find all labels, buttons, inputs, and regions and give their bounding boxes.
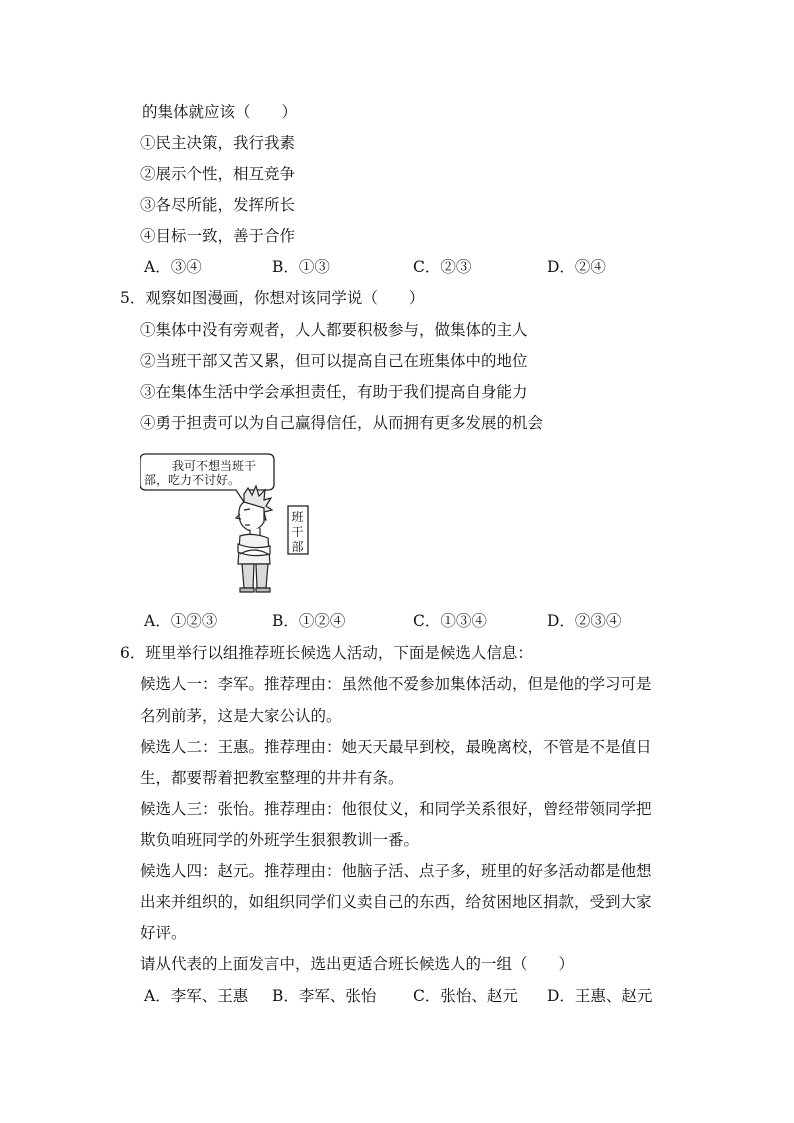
q6-line-6: 欺负咱班同学的外班学生狠狠教训一番。 [140, 831, 420, 849]
q4-item-4: ④目标一致，善于合作 [140, 227, 296, 245]
q5-item-1: ①集体中没有旁观者，人人都要积极参与，做集体的主人 [140, 321, 528, 339]
speech-line-1: 我可不想当班干 [172, 459, 257, 473]
q5-stem: 5．观察如图漫画，你想对该同学说（ ） [120, 289, 425, 307]
q6-line-8: 出来并组织的，如组织同学们义卖自己的东西，给贫困地区捐款，受到大家 [140, 893, 652, 911]
q6-option-c[interactable]: C．张怡、赵元 [413, 987, 518, 1005]
q6-option-a[interactable]: A．李军、王惠 [144, 987, 249, 1005]
q6-line-2: 名列前茅，这是大家公认的。 [140, 707, 342, 725]
sign-char-3: 部 [291, 540, 304, 554]
q6-line-1: 候选人一：李军。推荐理由：虽然他不爱参加集体活动，但是他的学习可是 [140, 675, 652, 693]
q6-stem: 6．班里举行以组推荐班长候选人活动，下面是候选人信息： [120, 644, 533, 662]
q5-option-d[interactable]: D．②③④ [547, 612, 622, 630]
q6-line-3: 候选人二：王惠。推荐理由：她天天最早到校，最晚离校，不管是不是值日 [140, 738, 652, 756]
q4-options [0, 257, 794, 277]
sign-char-1: 班 [291, 510, 304, 524]
q6-prompt: 请从代表的上面发言中，选出更适合班长候选人的一组（ ） [140, 955, 575, 973]
q5-option-a[interactable]: A．①②③ [144, 612, 218, 630]
q6-option-b[interactable]: B．李军、张怡 [272, 987, 377, 1005]
q5-option-c[interactable]: C．①③④ [413, 612, 487, 630]
q4-item-2: ②展示个性，相互竞争 [140, 165, 296, 183]
q4-option-a[interactable]: A．③④ [144, 258, 202, 276]
cartoon-illustration [140, 450, 320, 595]
q6-option-d[interactable]: D．王惠、赵元 [547, 987, 653, 1005]
q4-option-d[interactable]: D．②④ [547, 258, 606, 276]
sign-char-2: 干 [291, 525, 304, 539]
q6-line-5: 候选人三：张怡。推荐理由：他很仗义，和同学关系很好，曾经带领同学把 [140, 800, 652, 818]
q4-option-c[interactable]: C．②③ [413, 258, 472, 276]
speech-line-2: 部，吃力不讨好。 [144, 473, 241, 487]
q6-line-9: 好评。 [140, 924, 187, 942]
q6-options [0, 986, 794, 1006]
q5-item-3: ③在集体生活中学会承担责任，有助于我们提高自身能力 [140, 383, 528, 401]
q5-item-2: ②当班干部又苦又累，但可以提高自己在班集体中的地位 [140, 352, 528, 370]
q5-item-4: ④勇于担责可以为自己赢得信任，从而拥有更多发展的机会 [140, 414, 544, 432]
q4-item-1: ①民主决策，我行我素 [140, 134, 296, 152]
student-figure [236, 486, 272, 592]
q6-line-7: 候选人四：赵元。推荐理由：他脑子活、点子多，班里的好多活动都是他想 [140, 862, 652, 880]
q4-option-b[interactable]: B．①③ [272, 258, 330, 276]
q4-item-3: ③各尽所能，发挥所长 [140, 196, 296, 214]
q6-line-4: 生，都要帮着把教室整理的井井有条。 [140, 769, 404, 787]
q5-option-b[interactable]: B．①②④ [272, 612, 346, 630]
q4-stem-tail: 的集体就应该（ ） [142, 103, 298, 121]
q5-options [0, 611, 794, 631]
